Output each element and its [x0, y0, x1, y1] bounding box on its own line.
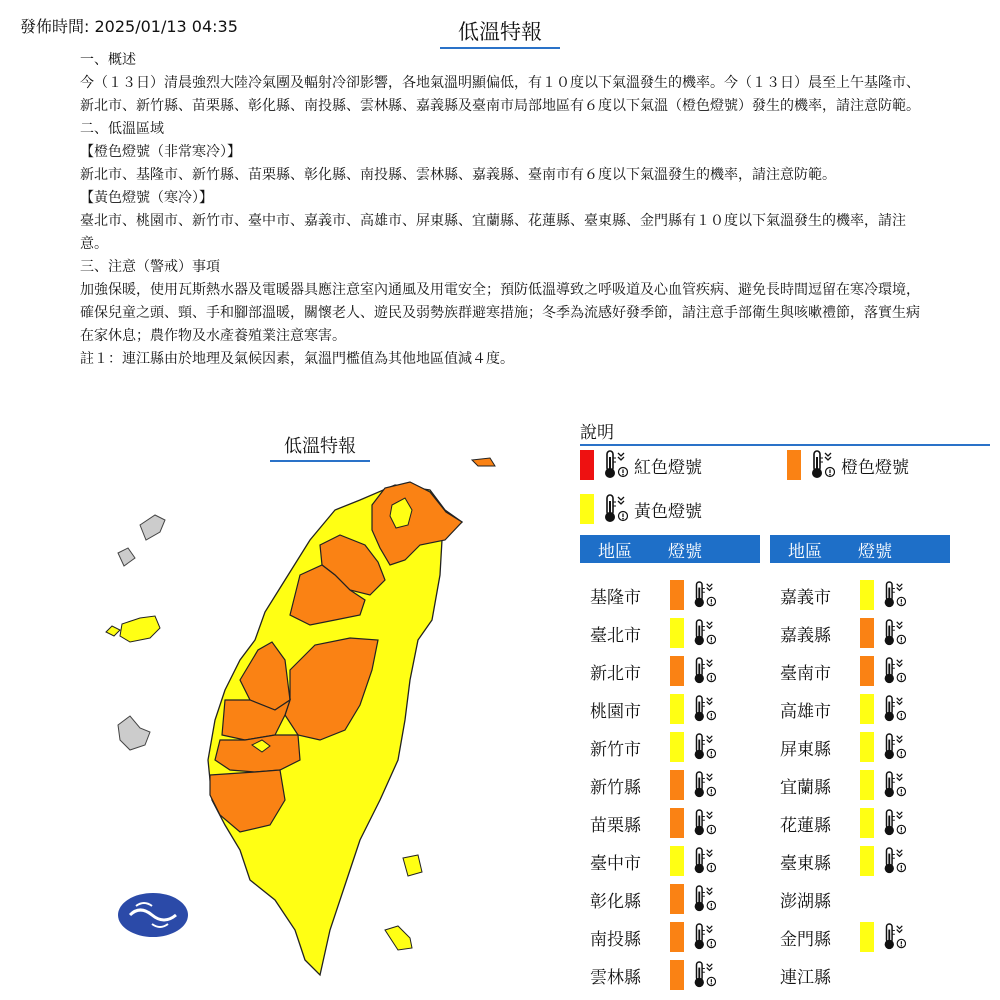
- legend-red: [580, 449, 702, 481]
- orange-swatch: [787, 450, 801, 480]
- thermometer-icon: [880, 846, 906, 876]
- footnote: 註１：連江縣由於地理及氣候因素，氣溫門檻值為其他地區值減４度。: [80, 351, 514, 367]
- thermometer-icon: [690, 846, 716, 876]
- region-name: 新北市: [590, 663, 641, 684]
- yellow-swatch: [860, 808, 874, 838]
- yellow-signal-body: 臺北市、桃園市、新竹市、臺中市、嘉義市、高雄市、屏東縣、宜蘭縣、花蓮縣、臺東縣、金門縣有１０度以下氣溫發生的機率，請注意。: [80, 213, 906, 252]
- col-signal: 燈號: [668, 541, 702, 562]
- yellow-swatch: [670, 618, 684, 648]
- yellow-swatch: [860, 732, 874, 762]
- region-name: 苗栗縣: [590, 815, 641, 836]
- col-region: 地區: [788, 541, 822, 562]
- table-row: [580, 804, 716, 842]
- yellow-swatch: [860, 694, 874, 724]
- thermometer-icon: [690, 580, 716, 610]
- section-1-body: 今（１３日）清晨強烈大陸冷氣團及輻射冷卻影響，各地氣溫明顯偏低，有１０度以下氣溫發生的機率。今（１３日）晨至上午基隆市、新北市、新竹縣、苗栗縣、彰化縣、南投縣、雲林縣、嘉義縣及臺南市局部地區有６度以下氣溫（橙色燈號）發生的機率，請注意防範。: [80, 75, 920, 114]
- orange-signal-body: 新北市、基隆市、新竹縣、苗栗縣、彰化縣、南投縣、雲林縣、嘉義縣、臺南市有６度以下氣溫發生的機率，請注意防範。: [80, 167, 836, 183]
- table-header-left: [580, 535, 760, 563]
- thermometer-icon: [690, 960, 716, 990]
- thermometer-icon: [880, 694, 906, 724]
- table-row: [770, 880, 860, 918]
- yellow-swatch: [670, 732, 684, 762]
- thermometer-icon: [690, 732, 716, 762]
- region-name: 屏東縣: [780, 739, 831, 760]
- region-name: 連江縣: [780, 967, 831, 988]
- table-row: [580, 880, 716, 918]
- page-title: 低溫特報: [440, 16, 560, 49]
- orange-swatch: [860, 618, 874, 648]
- thermometer-icon: [880, 808, 906, 838]
- thermometer-icon: [880, 732, 906, 762]
- orange-swatch: [670, 922, 684, 952]
- legend-title: 說明: [580, 418, 990, 446]
- region-name: 桃園市: [590, 701, 641, 722]
- thermometer-icon: [880, 922, 906, 952]
- table-row: [770, 614, 906, 652]
- region-pengjia: [472, 458, 495, 466]
- thermometer-icon: [880, 770, 906, 800]
- table-row: [580, 918, 716, 956]
- orange-signal-heading: 【橙色燈號（非常寒冷）】: [80, 144, 241, 160]
- thermometer-icon: [600, 493, 628, 525]
- yellow-swatch: [670, 846, 684, 876]
- col-signal: 燈號: [858, 541, 892, 562]
- orange-swatch: [670, 808, 684, 838]
- table-row: [580, 728, 716, 766]
- region-name: 澎湖縣: [780, 891, 831, 912]
- section-1-heading: 一、概述: [80, 52, 136, 68]
- section-3-body: 加強保暖，使用瓦斯熱水器及電暖器具應注意室內通風及用電安全；預防低溫導致之呼吸道及心血管疾病、避免長時間逗留在寒冷環境，確保兒童之頭、頸、手和腳部溫暖，關懷老人、遊民及弱勢族群避寒措施；冬季為流感好發季節，請注意手部衛生與咳嗽禮節，落實生病在家休息；農作物及水產養殖業注意寒害。: [80, 282, 920, 344]
- thermometer-icon: [690, 770, 716, 800]
- yellow-swatch: [860, 846, 874, 876]
- thermometer-icon: [600, 449, 628, 481]
- thermometer-icon: [880, 618, 906, 648]
- region-name: 臺中市: [590, 853, 641, 874]
- legend-yellow: [580, 493, 702, 525]
- cwa-logo: [118, 893, 188, 937]
- red-swatch: [580, 450, 594, 480]
- table-row: [580, 956, 716, 994]
- orange-swatch: [670, 580, 684, 610]
- region-name: 南投縣: [590, 929, 641, 950]
- yellow-swatch: [580, 494, 594, 524]
- yellow-swatch: [670, 694, 684, 724]
- table-header-right: [770, 535, 950, 563]
- yellow-swatch: [860, 580, 874, 610]
- region-chiayi-county: [215, 735, 300, 772]
- region-name: 高雄市: [780, 701, 831, 722]
- thermometer-icon: [690, 922, 716, 952]
- table-row: [770, 956, 860, 994]
- table-row: [580, 842, 716, 880]
- region-name: 嘉義縣: [780, 625, 831, 646]
- region-name: 基隆市: [590, 587, 641, 608]
- table-row: [580, 614, 716, 652]
- thermometer-icon: [690, 884, 716, 914]
- thermometer-icon: [690, 618, 716, 648]
- region-name: 宜蘭縣: [780, 777, 831, 798]
- yellow-swatch: [860, 922, 874, 952]
- region-name: 金門縣: [780, 929, 831, 950]
- region-name: 花蓮縣: [780, 815, 831, 836]
- region-orchid-island: [385, 926, 412, 950]
- col-region: 地區: [598, 541, 632, 562]
- region-name: 臺東縣: [780, 853, 831, 874]
- region-green-island: [403, 855, 422, 876]
- region-penghu: [118, 716, 150, 750]
- table-row: [770, 842, 906, 880]
- table-row: [770, 918, 906, 956]
- table-row: [770, 690, 906, 728]
- region-name: 雲林縣: [590, 967, 641, 988]
- legend-yellow-label: 黃色燈號: [634, 501, 702, 522]
- table-row: [770, 652, 906, 690]
- orange-swatch: [670, 960, 684, 990]
- map-title: 低溫特報: [270, 432, 370, 462]
- section-2-heading: 二、低溫區域: [80, 121, 164, 137]
- region-name: 臺南市: [780, 663, 831, 684]
- region-kinmen: [106, 616, 160, 642]
- thermometer-icon: [880, 580, 906, 610]
- legend-orange: [787, 449, 909, 481]
- yellow-swatch: [860, 770, 874, 800]
- table-row: [770, 804, 906, 842]
- region-lienchiang: [118, 515, 165, 566]
- issued-time: 發佈時間: 2025/01/13 04:35: [20, 17, 238, 36]
- legend-red-label: 紅色燈號: [634, 457, 702, 478]
- table-row: [770, 576, 906, 614]
- legend-orange-label: 橙色燈號: [841, 457, 909, 478]
- region-name: 彰化縣: [590, 891, 641, 912]
- thermometer-icon: [690, 808, 716, 838]
- table-row: [580, 576, 716, 614]
- region-name: 新竹縣: [590, 777, 641, 798]
- region-name: 臺北市: [590, 625, 641, 646]
- orange-swatch: [860, 656, 874, 686]
- yellow-signal-heading: 【黃色燈號（寒冷）】: [80, 190, 213, 206]
- region-name: 新竹市: [590, 739, 641, 760]
- region-name: 嘉義市: [780, 587, 831, 608]
- thermometer-icon: [807, 449, 835, 481]
- table-row: [770, 766, 906, 804]
- table-row: [580, 766, 716, 804]
- orange-swatch: [670, 656, 684, 686]
- thermometer-icon: [690, 694, 716, 724]
- orange-swatch: [670, 770, 684, 800]
- orange-swatch: [670, 884, 684, 914]
- section-3-heading: 三、注意（警戒）事項: [80, 259, 220, 275]
- table-row: [580, 652, 716, 690]
- thermometer-icon: [690, 656, 716, 686]
- table-row: [580, 690, 716, 728]
- table-row: [770, 728, 906, 766]
- thermometer-icon: [880, 656, 906, 686]
